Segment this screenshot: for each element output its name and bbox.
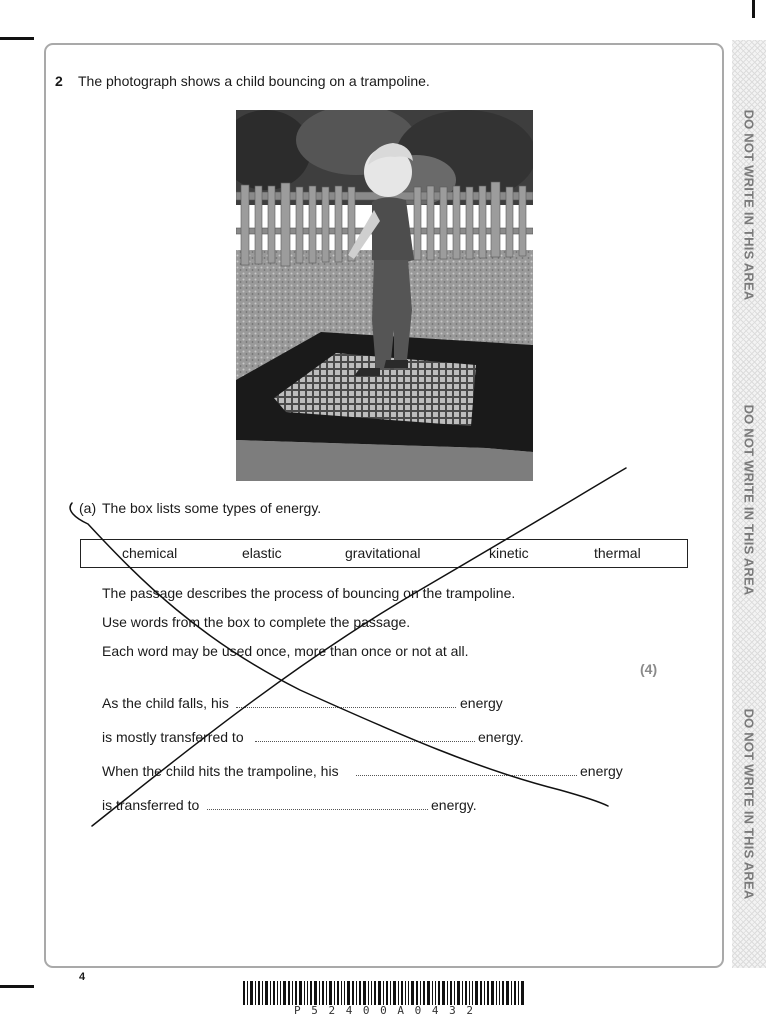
instruction-2: Use words from the box to complete the passage. <box>102 614 411 630</box>
answer-blank-2[interactable] <box>255 741 475 742</box>
word-kinetic: kinetic <box>489 545 529 561</box>
word-chemical: chemical <box>122 545 178 561</box>
passage-line-4-start: is transferred to <box>102 797 200 813</box>
answer-blank-1[interactable] <box>236 707 456 708</box>
answer-blank-3[interactable] <box>356 775 577 776</box>
barcode-text: P 5 2 4 0 0 A 0 4 3 2 <box>293 1004 474 1017</box>
passage-line-3-end: energy <box>580 763 623 779</box>
passage-line-4-end: energy. <box>431 797 477 813</box>
barcode <box>243 981 524 1005</box>
instruction-1: The passage describes the process of bouncing on the trampoline. <box>102 585 516 601</box>
passage-line-1-end: energy <box>460 695 503 711</box>
part-a-text: The box lists some types of energy. <box>102 500 322 516</box>
trampoline-photo <box>236 110 533 481</box>
passage-line-3-start: When the child hits the trampoline, his <box>102 763 339 779</box>
word-elastic: elastic <box>242 545 282 561</box>
passage-line-2-start: is mostly transferred to <box>102 729 244 745</box>
marks-label: (4) <box>640 661 658 677</box>
answer-blank-4[interactable] <box>207 809 428 810</box>
word-thermal: thermal <box>594 545 641 561</box>
registration-mark-right <box>752 0 755 18</box>
registration-mark-bottom <box>0 985 34 988</box>
passage-line-2-end: energy. <box>478 729 524 745</box>
part-a-label: (a) <box>79 500 97 516</box>
passage-line-1-start: As the child falls, his <box>102 695 229 711</box>
page-number: 4 <box>79 971 86 983</box>
word-gravitational: gravitational <box>345 545 421 561</box>
registration-mark-top <box>0 37 34 40</box>
question-text: The photograph shows a child bouncing on a trampoline. <box>78 73 430 89</box>
instruction-3: Each word may be used once, more than once or not at all. <box>102 643 469 659</box>
question-number: 2 <box>55 73 63 89</box>
